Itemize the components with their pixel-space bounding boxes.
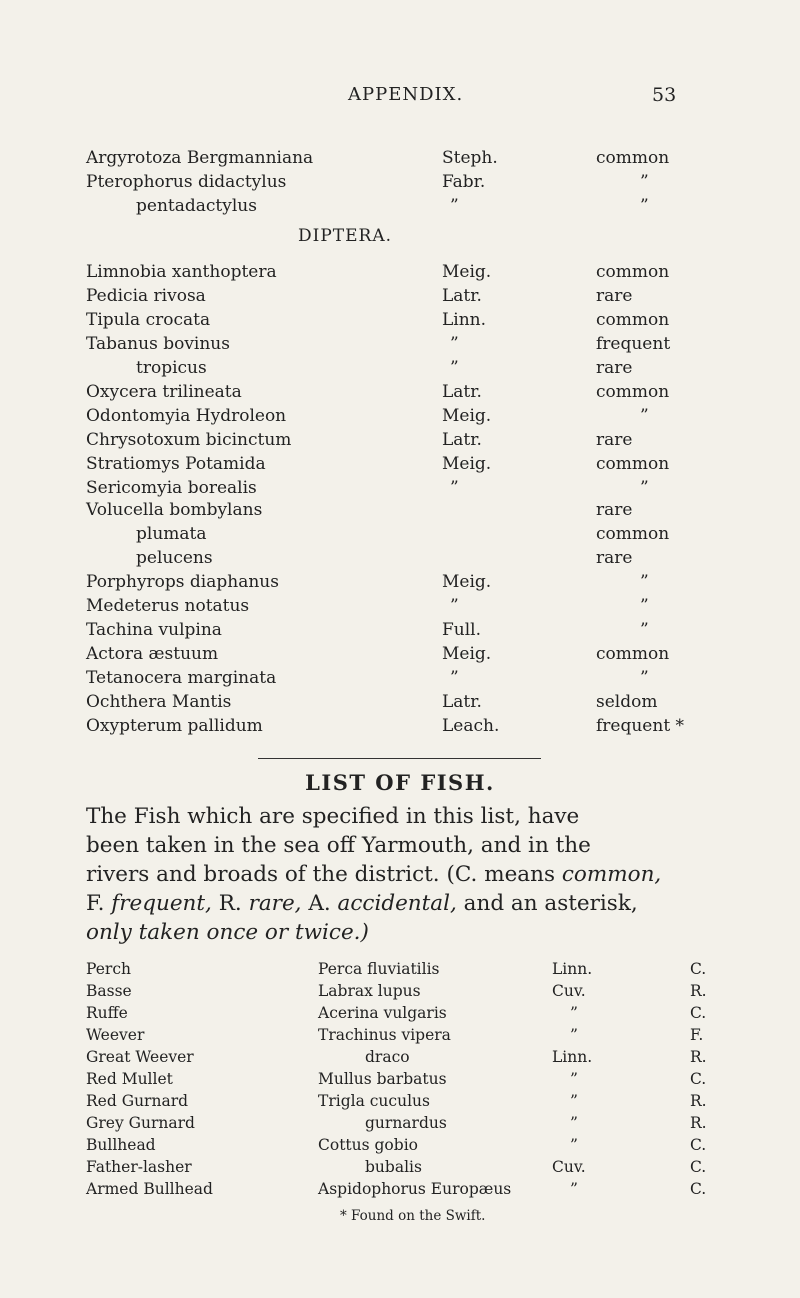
fish-common-name: Red Mullet <box>86 1070 173 1088</box>
fish-authority: ” <box>570 1092 578 1110</box>
page-number: 53 <box>652 84 677 106</box>
fish-authority: ” <box>570 1114 578 1132</box>
fish-status: R. <box>690 1048 707 1066</box>
fish-latin-name: Mullus barbatus <box>318 1070 447 1088</box>
species-name: Tachina vulpina <box>86 620 222 640</box>
species-authority: Meig. <box>442 644 492 664</box>
fish-row <box>0 1026 800 1048</box>
fish-row <box>0 1070 800 1092</box>
species-row <box>0 406 800 430</box>
species-row <box>0 478 800 502</box>
species-row <box>0 668 800 692</box>
fish-status: C. <box>690 1070 707 1088</box>
species-frequency: frequent <box>596 334 671 354</box>
species-name: Argyrotoza Bergmanniana <box>86 148 314 168</box>
species-authority: Meig. <box>442 406 492 426</box>
species-frequency: ” <box>640 196 649 216</box>
species-authority: Latr. <box>442 382 482 402</box>
species-row <box>0 620 800 644</box>
fish-authority: ” <box>570 1136 578 1154</box>
fish-authority: Linn. <box>552 960 593 978</box>
fish-latin-name: gurnardus <box>365 1114 447 1132</box>
species-name: Actora æstuum <box>86 644 219 664</box>
fish-status: R. <box>690 982 707 1000</box>
fish-status: C. <box>690 1004 707 1022</box>
fish-common-name: Father-lasher <box>86 1158 192 1176</box>
species-authority: Latr. <box>442 286 482 306</box>
species-authority: Latr. <box>442 692 482 712</box>
fish-authority: Cuv. <box>552 1158 586 1176</box>
species-authority: Steph. <box>442 148 498 168</box>
species-authority: Meig. <box>442 454 492 474</box>
species-frequency: common <box>596 310 670 330</box>
fish-authority: Linn. <box>552 1048 593 1066</box>
species-name: Volucella bombylans <box>86 500 263 520</box>
intro-italic: rare, <box>248 891 302 916</box>
fish-common-name: Weever <box>86 1026 145 1044</box>
fish-intro-paragraph <box>86 802 686 947</box>
intro-text: A. <box>301 891 338 916</box>
species-row <box>0 692 800 716</box>
intro-text: R. <box>211 891 249 916</box>
species-authority: ” <box>450 196 459 216</box>
fish-common-name: Ruffe <box>86 1004 128 1022</box>
fish-common-name: Perch <box>86 960 131 978</box>
species-row <box>0 358 800 382</box>
species-authority: Leach. <box>442 716 500 736</box>
species-name: tropicus <box>136 358 207 378</box>
species-row <box>0 524 800 548</box>
fish-status: C. <box>690 1158 707 1176</box>
species-frequency: ” <box>640 596 649 616</box>
species-name: plumata <box>136 524 207 544</box>
species-frequency: common <box>596 382 670 402</box>
species-frequency: ” <box>640 668 649 688</box>
species-authority: ” <box>450 358 459 378</box>
species-name: Pterophorus didactylus <box>86 172 287 192</box>
species-frequency: ” <box>640 406 649 426</box>
fish-authority: ” <box>570 1004 578 1022</box>
species-name: Stratiomys Potamida <box>86 454 266 474</box>
species-authority: ” <box>450 478 459 498</box>
page-header <box>0 84 800 114</box>
species-row <box>0 430 800 454</box>
fish-row <box>0 1004 800 1026</box>
species-frequency: rare <box>596 500 633 520</box>
intro-line: The Fish which are specified in this list, have <box>86 804 580 829</box>
fish-row <box>0 1180 800 1202</box>
species-frequency: rare <box>596 358 633 378</box>
fish-status: F. <box>690 1026 704 1044</box>
intro-text: F. <box>86 891 112 916</box>
fish-status: C. <box>690 1136 707 1154</box>
species-frequency: ” <box>640 478 649 498</box>
fish-latin-name: Perca fluviatilis <box>318 960 440 978</box>
fish-latin-name: Labrax lupus <box>318 982 421 1000</box>
species-name: Oxycera trilineata <box>86 382 242 402</box>
species-authority: Latr. <box>442 430 482 450</box>
fish-status: C. <box>690 960 707 978</box>
species-name: Tabanus bovinus <box>86 334 230 354</box>
species-name: Ochthera Mantis <box>86 692 232 712</box>
species-frequency: rare <box>596 286 633 306</box>
fish-common-name: Great Weever <box>86 1048 194 1066</box>
fish-common-name: Armed Bullhead <box>86 1180 213 1198</box>
species-frequency: rare <box>596 430 633 450</box>
intro-italic: common, <box>561 862 662 887</box>
species-authority: Fabr. <box>442 172 486 192</box>
footnote: * Found on the Swift. <box>340 1208 486 1224</box>
species-frequency: seldom <box>596 692 658 712</box>
fish-authority: ” <box>570 1026 578 1044</box>
fish-row <box>0 1092 800 1114</box>
running-title: APPENDIX. <box>348 84 464 105</box>
species-frequency: rare <box>596 548 633 568</box>
fish-latin-name: Trachinus vipera <box>318 1026 451 1044</box>
species-row <box>0 286 800 310</box>
species-authority: ” <box>450 334 459 354</box>
fish-latin-name: draco <box>365 1048 410 1066</box>
species-name: Medeterus notatus <box>86 596 250 616</box>
species-name: pentadactylus <box>136 196 257 216</box>
species-row <box>0 334 800 358</box>
species-frequency: ” <box>640 572 649 592</box>
species-row <box>0 172 800 196</box>
species-name: Tipula crocata <box>86 310 211 330</box>
fish-status: C. <box>690 1180 707 1198</box>
fish-common-name: Bullhead <box>86 1136 156 1154</box>
fish-row <box>0 982 800 1004</box>
fish-row <box>0 960 800 982</box>
intro-line <box>86 918 686 947</box>
species-row <box>0 596 800 620</box>
intro-text: and an asterisk, <box>456 891 638 916</box>
species-name: Tetanocera marginata <box>86 668 277 688</box>
fish-latin-name: Trigla cuculus <box>318 1092 430 1110</box>
fish-row <box>0 1136 800 1158</box>
fish-common-name: Red Gurnard <box>86 1092 189 1110</box>
species-name: pelucens <box>136 548 213 568</box>
fish-row <box>0 1114 800 1136</box>
fish-list-title: LIST OF FISH. <box>305 770 495 795</box>
intro-text: rivers and broads of the district. (C. means <box>86 862 562 887</box>
species-frequency: common <box>596 262 670 282</box>
fish-common-name: Basse <box>86 982 132 1000</box>
species-frequency: ” <box>640 620 649 640</box>
species-row <box>0 148 800 172</box>
intro-line <box>86 860 686 889</box>
fish-latin-name: Cottus gobio <box>318 1136 418 1154</box>
species-authority: Full. <box>442 620 482 640</box>
intro-line <box>86 889 686 918</box>
species-name: Pedicia rivosa <box>86 286 206 306</box>
fish-row <box>0 1158 800 1180</box>
species-frequency: common <box>596 454 670 474</box>
species-authority: Meig. <box>442 572 492 592</box>
fish-authority: Cuv. <box>552 982 586 1000</box>
species-authority: ” <box>450 596 459 616</box>
species-authority: Meig. <box>442 262 492 282</box>
species-frequency: frequent * <box>596 716 685 736</box>
species-name: Oxypterum pallidum <box>86 716 263 736</box>
section-rule <box>258 758 541 759</box>
species-row <box>0 310 800 334</box>
species-row <box>0 262 800 286</box>
species-name: Sericomyia borealis <box>86 478 257 498</box>
species-name: Porphyrops diaphanus <box>86 572 279 592</box>
species-name: Odontomyia Hydroleon <box>86 406 287 426</box>
intro-italic: accidental, <box>337 891 457 916</box>
species-authority: ” <box>450 668 459 688</box>
species-row <box>0 716 800 740</box>
species-frequency: ” <box>640 172 649 192</box>
species-frequency: common <box>596 644 670 664</box>
species-row <box>0 196 800 220</box>
fish-status: R. <box>690 1092 707 1110</box>
species-frequency: common <box>596 524 670 544</box>
intro-line: been taken in the sea off Yarmouth, and in the <box>86 833 591 858</box>
fish-authority: ” <box>570 1180 578 1198</box>
fish-latin-name: Aspidophorus Europæus <box>318 1180 512 1198</box>
species-row <box>0 382 800 406</box>
intro-italic: only taken once or twice.) <box>86 920 369 945</box>
species-row <box>0 548 800 572</box>
section-heading-diptera: DIPTERA. <box>298 226 393 246</box>
species-name: Limnobia xanthoptera <box>86 262 277 282</box>
fish-status: R. <box>690 1114 707 1132</box>
species-row <box>0 572 800 596</box>
fish-latin-name: Acerina vulgaris <box>318 1004 447 1022</box>
fish-common-name: Grey Gurnard <box>86 1114 195 1132</box>
species-row <box>0 454 800 478</box>
species-row <box>0 644 800 668</box>
species-frequency: common <box>596 148 670 168</box>
fish-authority: ” <box>570 1070 578 1088</box>
fish-row <box>0 1048 800 1070</box>
species-authority: Linn. <box>442 310 487 330</box>
species-row <box>0 500 800 524</box>
species-name: Chrysotoxum bicinctum <box>86 430 292 450</box>
fish-latin-name: bubalis <box>365 1158 422 1176</box>
intro-italic: frequent, <box>111 891 212 916</box>
